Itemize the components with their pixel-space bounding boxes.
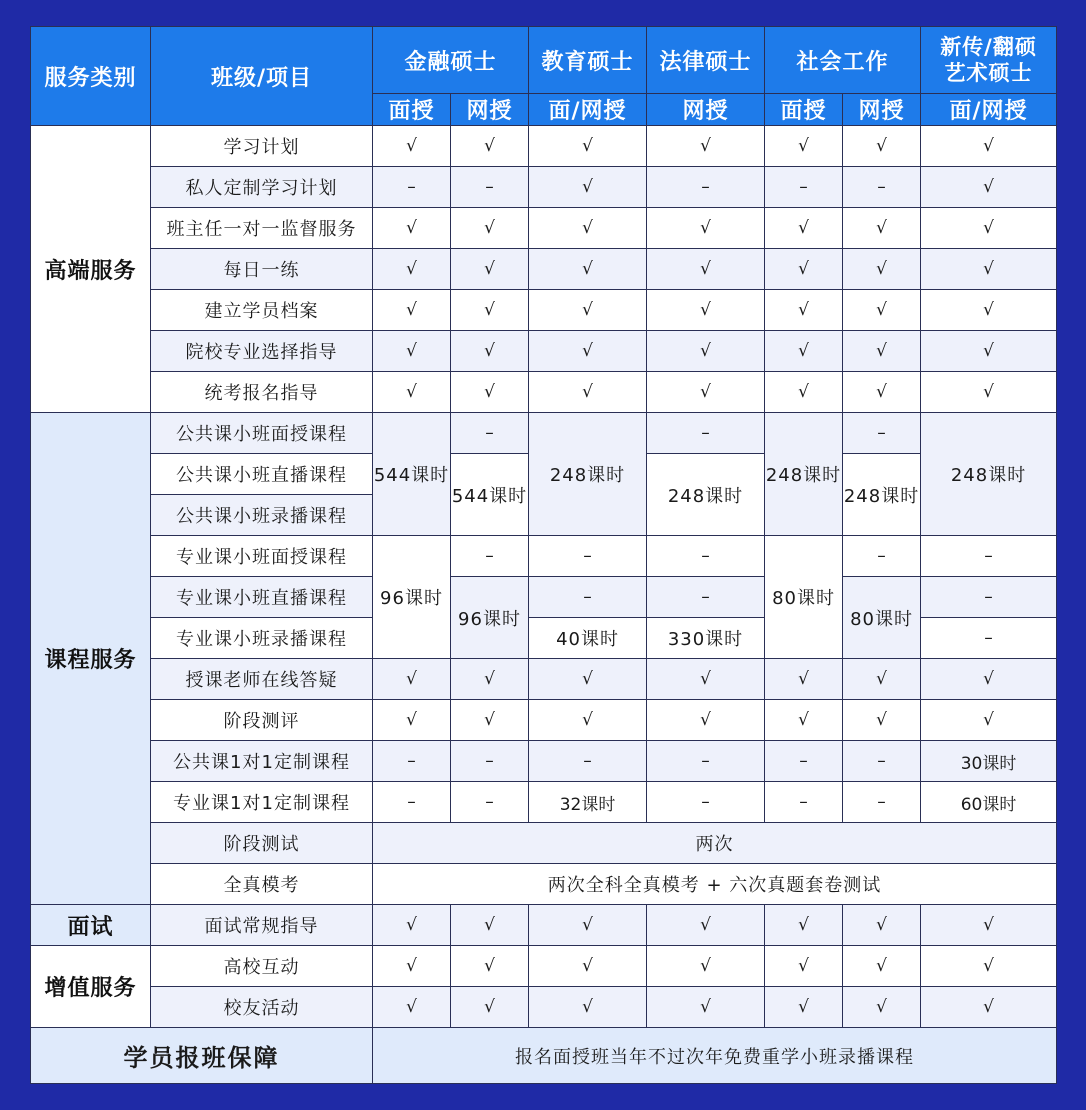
row-label: 统考报名指导 — [151, 372, 373, 413]
cell: – — [843, 782, 921, 823]
table-row — [31, 167, 1057, 208]
row-label: 公共课小班录播课程 — [151, 495, 373, 536]
cell: – — [647, 741, 765, 782]
cell: √ — [843, 946, 921, 987]
cell: √ — [921, 249, 1057, 290]
cell: – — [451, 536, 529, 577]
cell: √ — [373, 208, 451, 249]
cell: 60课时 — [921, 782, 1057, 823]
cell: – — [451, 782, 529, 823]
cell: √ — [765, 331, 843, 372]
cell: √ — [451, 905, 529, 946]
cell: √ — [451, 987, 529, 1028]
service-comparison-table — [30, 26, 1057, 1084]
table-row — [31, 249, 1057, 290]
cell: – — [843, 413, 921, 454]
law-public-hours: 248课时 — [647, 454, 765, 536]
cell: √ — [921, 905, 1057, 946]
row-label: 专业课小班直播课程 — [151, 577, 373, 618]
education-major-recorded-hours: 40课时 — [529, 618, 647, 659]
cell: – — [647, 167, 765, 208]
table-row — [31, 659, 1057, 700]
cell: – — [373, 741, 451, 782]
row-label: 全真模考 — [151, 864, 373, 905]
cell: – — [647, 577, 765, 618]
cell: √ — [373, 249, 451, 290]
cell: √ — [373, 700, 451, 741]
mode-education-both: 面/网授 — [529, 94, 647, 126]
row-label: 面试常规指导 — [151, 905, 373, 946]
cell: √ — [921, 987, 1057, 1028]
table-row — [31, 536, 1057, 577]
row-label: 校友活动 — [151, 987, 373, 1028]
row-label: 专业课小班录播课程 — [151, 618, 373, 659]
cell: √ — [843, 659, 921, 700]
education-public-hours: 248课时 — [529, 413, 647, 536]
cell: √ — [373, 987, 451, 1028]
cell: √ — [373, 905, 451, 946]
row-label: 公共课小班直播课程 — [151, 454, 373, 495]
cell: √ — [765, 372, 843, 413]
mode-social-online: 网授 — [843, 94, 921, 126]
cell: √ — [529, 659, 647, 700]
table-row — [31, 946, 1057, 987]
table-row — [31, 864, 1057, 905]
cell: √ — [529, 372, 647, 413]
cell: √ — [921, 946, 1057, 987]
table-row — [31, 741, 1057, 782]
cell: – — [843, 741, 921, 782]
footer-row — [31, 1028, 1057, 1084]
cell: √ — [765, 126, 843, 167]
row-label: 学习计划 — [151, 126, 373, 167]
row-label: 阶段测评 — [151, 700, 373, 741]
row-label: 授课老师在线答疑 — [151, 659, 373, 700]
cell: √ — [451, 700, 529, 741]
row-label: 专业课1对1定制课程 — [151, 782, 373, 823]
cell: √ — [843, 290, 921, 331]
cell: √ — [921, 290, 1057, 331]
cell: √ — [451, 946, 529, 987]
table-row — [31, 208, 1057, 249]
cell: √ — [765, 946, 843, 987]
cell: √ — [843, 249, 921, 290]
cell: – — [921, 536, 1057, 577]
program-law-header: 法律硕士 — [647, 27, 765, 94]
cell: √ — [843, 208, 921, 249]
cell: – — [647, 536, 765, 577]
table-row — [31, 413, 1057, 454]
cell: √ — [373, 290, 451, 331]
social-face-public-hours: 248课时 — [765, 413, 843, 536]
row-label: 公共课1对1定制课程 — [151, 741, 373, 782]
cell: – — [451, 741, 529, 782]
cell: √ — [647, 987, 765, 1028]
cell: √ — [765, 290, 843, 331]
cell: √ — [921, 659, 1057, 700]
row-label: 班主任一对一监督服务 — [151, 208, 373, 249]
cell: √ — [921, 126, 1057, 167]
cell: √ — [529, 249, 647, 290]
cell: √ — [647, 905, 765, 946]
cell: √ — [373, 946, 451, 987]
table-row — [31, 331, 1057, 372]
cell: √ — [451, 659, 529, 700]
program-media-translation-art-label: 新传/翻硕 艺术硕士 — [940, 35, 1037, 85]
cell: √ — [765, 987, 843, 1028]
cell: √ — [921, 700, 1057, 741]
cell: √ — [647, 290, 765, 331]
cell: √ — [373, 331, 451, 372]
category-course: 课程服务 — [31, 413, 151, 905]
table-row — [31, 823, 1057, 864]
cell: √ — [529, 700, 647, 741]
cell: √ — [451, 249, 529, 290]
row-label: 专业课小班面授课程 — [151, 536, 373, 577]
cell: √ — [529, 905, 647, 946]
table-row — [31, 905, 1057, 946]
table-row — [31, 577, 1057, 618]
cell: √ — [647, 208, 765, 249]
category-high-end: 高端服务 — [31, 126, 151, 413]
cell: √ — [843, 331, 921, 372]
mode-finance-online: 网授 — [451, 94, 529, 126]
cell: – — [647, 782, 765, 823]
header-row-programs — [31, 27, 1057, 94]
row-label: 私人定制学习计划 — [151, 167, 373, 208]
class-item-header: 班级/项目 — [151, 27, 373, 126]
mock-exam-note: 两次全科全真模考 + 六次真题套卷测试 — [373, 864, 1057, 905]
cell: – — [765, 782, 843, 823]
social-online-public-hours: 248课时 — [843, 454, 921, 536]
cell: √ — [451, 126, 529, 167]
enrollment-guarantee-note: 报名面授班当年不过次年免费重学小班录播课程 — [373, 1028, 1057, 1084]
cell: √ — [529, 208, 647, 249]
mode-law-online: 网授 — [647, 94, 765, 126]
cell: – — [843, 536, 921, 577]
finance-online-major-hours: 96课时 — [451, 577, 529, 659]
cell: – — [529, 536, 647, 577]
cell: √ — [843, 126, 921, 167]
cell: √ — [529, 331, 647, 372]
service-category-header: 服务类别 — [31, 27, 151, 126]
cell: – — [843, 167, 921, 208]
cell: √ — [647, 659, 765, 700]
cell: √ — [529, 987, 647, 1028]
cell: √ — [765, 659, 843, 700]
table-row — [31, 372, 1057, 413]
program-finance-header: 金融硕士 — [373, 27, 529, 94]
row-label: 建立学员档案 — [151, 290, 373, 331]
cell: √ — [921, 208, 1057, 249]
program-media-translation-art-header — [921, 27, 1057, 94]
cell: 32课时 — [529, 782, 647, 823]
finance-face-major-hours: 96课时 — [373, 536, 451, 659]
mode-finance-face: 面授 — [373, 94, 451, 126]
mode-media-both: 面/网授 — [921, 94, 1057, 126]
category-value-added: 增值服务 — [31, 946, 151, 1028]
table-row — [31, 987, 1057, 1028]
cell: √ — [843, 987, 921, 1028]
cell: √ — [765, 249, 843, 290]
cell: √ — [647, 126, 765, 167]
finance-face-public-hours: 544课时 — [373, 413, 451, 536]
cell: √ — [921, 167, 1057, 208]
cell: √ — [451, 372, 529, 413]
row-label: 高校互动 — [151, 946, 373, 987]
cell: √ — [647, 946, 765, 987]
cell: √ — [451, 208, 529, 249]
table-row — [31, 126, 1057, 167]
cell: – — [373, 782, 451, 823]
category-interview: 面试 — [31, 905, 151, 946]
cell: √ — [647, 331, 765, 372]
table-row — [31, 700, 1057, 741]
program-education-header: 教育硕士 — [529, 27, 647, 94]
social-online-major-hours: 80课时 — [843, 577, 921, 659]
cell: 30课时 — [921, 741, 1057, 782]
cell: √ — [529, 946, 647, 987]
cell: √ — [373, 372, 451, 413]
cell: √ — [921, 331, 1057, 372]
service-table-frame — [30, 26, 1056, 1084]
cell: √ — [451, 290, 529, 331]
mode-social-face: 面授 — [765, 94, 843, 126]
cell: – — [921, 618, 1057, 659]
enrollment-guarantee-label: 学员报班保障 — [31, 1028, 373, 1084]
cell: – — [451, 167, 529, 208]
cell: √ — [647, 700, 765, 741]
cell: – — [921, 577, 1057, 618]
row-label: 公共课小班面授课程 — [151, 413, 373, 454]
cell: √ — [529, 167, 647, 208]
cell: √ — [373, 659, 451, 700]
cell: √ — [765, 905, 843, 946]
row-label: 院校专业选择指导 — [151, 331, 373, 372]
cell: – — [765, 167, 843, 208]
cell: √ — [921, 372, 1057, 413]
cell: – — [451, 413, 529, 454]
cell: – — [765, 741, 843, 782]
table-row — [31, 290, 1057, 331]
cell: √ — [843, 905, 921, 946]
cell: √ — [843, 372, 921, 413]
table-row — [31, 782, 1057, 823]
cell: √ — [765, 700, 843, 741]
social-face-major-hours: 80课时 — [765, 536, 843, 659]
finance-online-public-hours: 544课时 — [451, 454, 529, 536]
cell: – — [529, 577, 647, 618]
cell: – — [529, 741, 647, 782]
cell: √ — [529, 290, 647, 331]
program-social-work-header: 社会工作 — [765, 27, 921, 94]
media-public-hours: 248课时 — [921, 413, 1057, 536]
row-label: 每日一练 — [151, 249, 373, 290]
cell: – — [647, 413, 765, 454]
cell: √ — [529, 126, 647, 167]
cell: √ — [765, 208, 843, 249]
cell: √ — [451, 331, 529, 372]
row-label: 阶段测试 — [151, 823, 373, 864]
cell: √ — [647, 372, 765, 413]
cell: √ — [843, 700, 921, 741]
cell: √ — [647, 249, 765, 290]
cell: – — [373, 167, 451, 208]
cell: √ — [373, 126, 451, 167]
law-major-recorded-hours: 330课时 — [647, 618, 765, 659]
stage-test-note: 两次 — [373, 823, 1057, 864]
